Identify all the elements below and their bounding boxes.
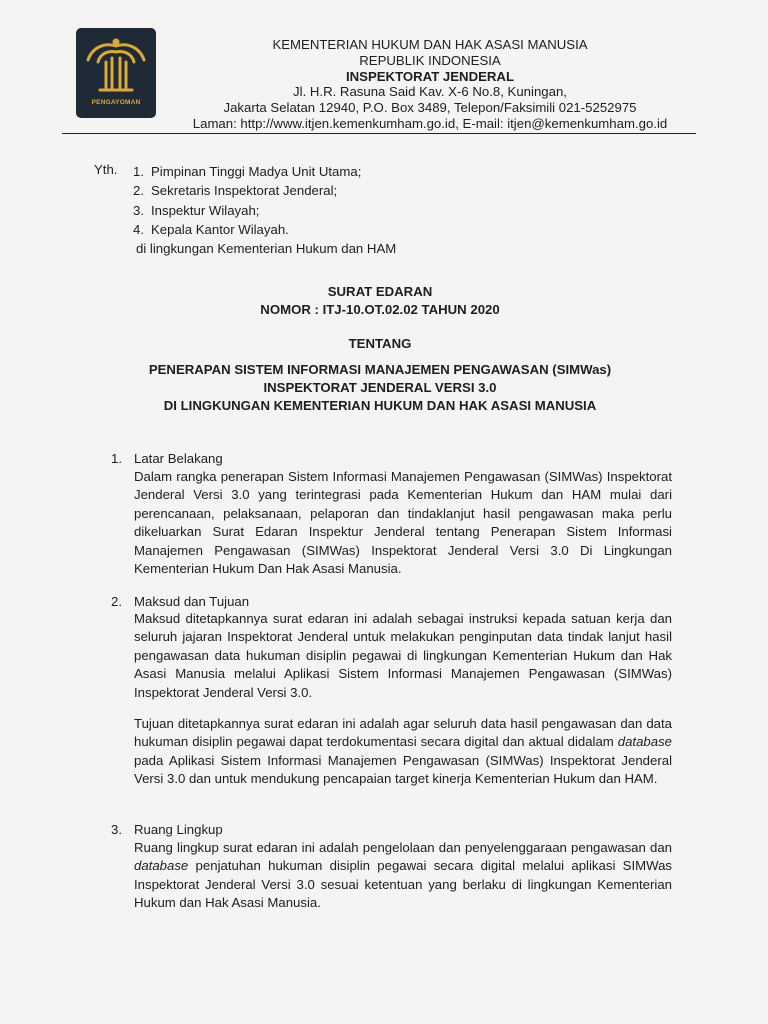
letterhead-divider — [62, 133, 696, 134]
section-number: 3. — [111, 822, 122, 837]
section-number: 2. — [111, 594, 122, 609]
addressee-location: di lingkungan Kementerian Hukum dan HAM — [136, 241, 397, 257]
website-line: Laman: http://www.itjen.kemenkumham.go.id, E-mail: itjen@kemenkumham.go.id — [192, 115, 668, 131]
section-heading: Latar Belakang — [134, 451, 223, 466]
ministry-logo — [76, 28, 156, 118]
letter-subject: PENERAPAN SISTEM INFORMASI MANAJEMEN PENGAWASAN (SIMWas) INSPEKTORAT JENDERAL VERSI 3.0 DI LINGKUNGAN KEMENTERIAN HUKUM DAN HAK ASASI MANUSIA — [148, 362, 612, 413]
republic-name: REPUBLIK INDONESIA — [359, 52, 501, 68]
addressee-list — [133, 162, 396, 258]
letter-type: SURAT EDARAN NOMOR : ITJ-10.OT.02.02 TAHUN 2020 — [60, 283, 700, 319]
letterhead — [160, 37, 700, 132]
ministry-name: KEMENTERIAN HUKUM DAN HAK ASASI MANUSIA — [272, 37, 588, 52]
section-paragraph: Maksud ditetapkannya surat edaran ini adalah sebagai instruksi kepada satuan kerja dan seluruh jajaran Inspektorat Jenderal untuk melakukan penginputan data tindak lanjut hasil pengawasan data hukuman disiplin pegawai di lingkungan Kementerian Hukum dan Hak Asasi Manusia melalui Aplikasi Sistem Informasi Manajemen Pengawasan (SIMWas) Inspektorat Jenderal Versi 3.0. — [134, 611, 672, 700]
address-line-2: Jakarta Selatan 12940, P.O. Box 3489, Telepon/Faksimili 021-5252975 — [223, 100, 637, 116]
list-item: 2. Sekretaris Inspektorat Jenderal; — [133, 183, 338, 199]
logo-caption: PENGAYOMAN — [91, 99, 141, 106]
section-heading: Maksud dan Tujuan — [134, 594, 250, 609]
list-item: 3. Inspektur Wilayah; — [133, 202, 260, 218]
salutation: Yth. — [94, 162, 118, 177]
section-number: 1. — [111, 451, 122, 466]
list-item: 1. Pimpinan Tinggi Madya Unit Utama; — [133, 164, 362, 179]
section-paragraph: Ruang lingkup surat edaran ini adalah pengelolaan dan penyelenggaraan pengawasan dan database penjatuhan hukuman disiplin pegawai secara digital melalui aplikasi SIMWas Inspektorat Jenderal Versi 3.0 sesuai ketentuan yang berlaku di lingkungan Kementerian Hukum dan Hak Asasi Manusia. — [134, 840, 672, 911]
about-label: TENTANG — [348, 336, 412, 351]
address-line-1: Jl. H.R. Rasuna Said Kav. X-6 No.8, Kuningan, — [293, 84, 567, 100]
section-paragraph: Tujuan ditetapkannya surat edaran ini adalah agar seluruh data hasil pengawasan dan data hukuman disiplin pegawai dapat terdokumentasi secara digital dan aktual didalam database pada Aplikasi Sistem Informasi Manajemen Pengawasan (SIMWas) Inspektorat Jenderal Versi 3.0 dan untuk mendukung pencapaian target kinerja Kementerian Hukum dan HAM. — [134, 716, 672, 787]
section-paragraph: Dalam rangka penerapan Sistem Informasi Manajemen Pengawasan (SIMWas) Inspektorat Jenderal Versi 3.0 yang terintegrasi pada Kementerian Hukum dan HAM mulai dari perencanaan, pelaksanaan, pelaporan dan tindaklanjut hasil pengawasan maka perlu dikeluarkan Surat Edaran Inspektur Jenderal tentang Penerapan Sistem Informasi Manajemen Pengawasan (SIMWas) Inspektorat Jenderal Versi 3.0 Di Lingkungan Kementerian Hukum Dan Hak Asasi Manusia. — [134, 469, 672, 577]
unit-name: INSPEKTORAT JENDERAL — [345, 68, 515, 84]
list-item: 4. Kepala Kantor Wilayah. — [133, 221, 289, 237]
section-heading: Ruang Lingkup — [134, 822, 223, 837]
letter-number: NOMOR : ITJ-10.OT.02.02 TAHUN 2020 — [260, 302, 500, 317]
